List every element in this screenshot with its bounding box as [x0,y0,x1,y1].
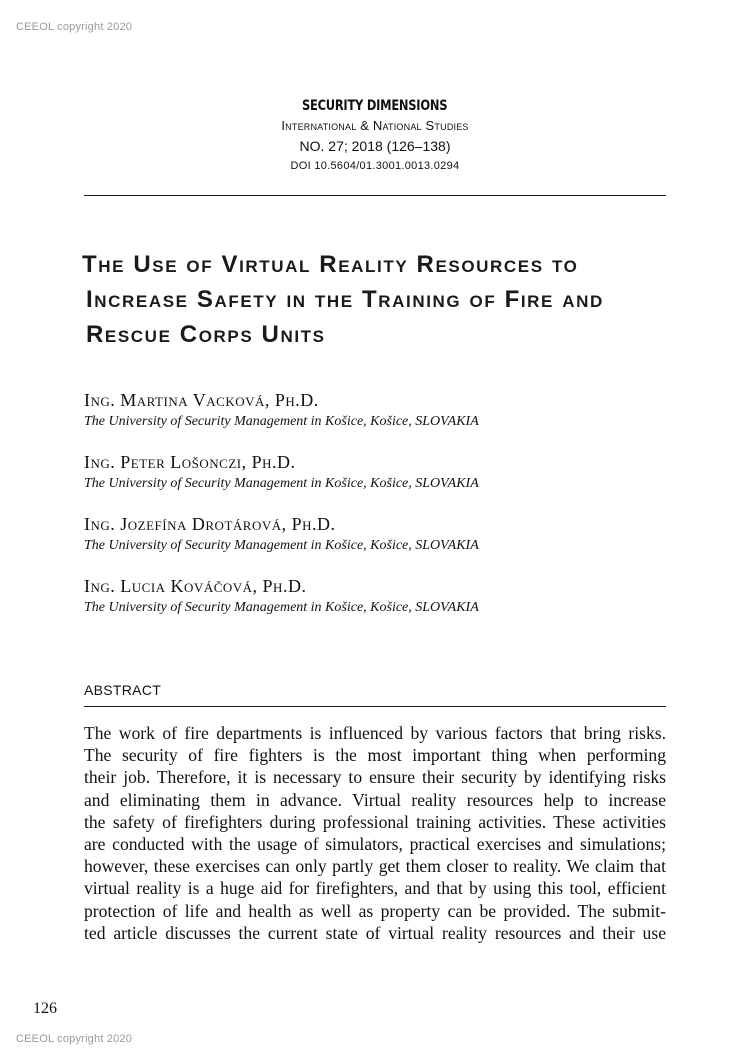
journal-subtitle: International & National Studies [281,118,469,133]
journal-issue: NO. 27; 2018 (126–138) [299,138,451,154]
author-affiliation: The University of Security Management in Košice, Košice, SLOVAKIA [84,476,479,491]
copyright-watermark-top: CEEOL copyright 2020 [16,21,133,33]
author-entry [84,450,684,494]
abstract-line: however, these exercises can only partly get them closer to reality. We claim that [84,856,666,877]
journal-title: SECURITY DIMENSIONS [302,98,448,114]
author-entry [84,512,684,556]
abstract-line: and eliminating them in advance. Virtual reality resources help to increase [84,789,666,810]
article-title-line: Rescue Corps Units [86,321,326,348]
article-title-line: The Use of Virtual Reality Resources to [82,251,579,278]
copyright-watermark-bottom: CEEOL copyright 2020 [16,1033,133,1045]
abstract-line: their job. Therefore, it is necessary to ensure their security by identifying risks [84,767,666,788]
abstract-line: are conducted with the usage of simulators, practical exercises and simulations; [84,834,666,855]
article-title-line: Increase Safety in the Training of Fire and [86,286,604,313]
author-entry [84,388,684,432]
author-entry [84,574,684,618]
abstract-line: The work of fire departments is influenced by various factors that bring risks. [84,723,666,743]
abstract-line: The security of fire fighters is the most important thing when performing [84,745,666,766]
author-name: Ing. Jozefína Drotárová, Ph.D. [84,514,336,534]
abstract-line: the safety of firefighters during professional training activities. These activities [84,811,666,832]
author-affiliation: The University of Security Management in Košice, Košice, SLOVAKIA [84,414,479,429]
author-list [84,388,684,636]
article-title [82,247,642,352]
author-affiliation: The University of Security Management in Košice, Košice, SLOVAKIA [84,600,479,615]
author-name: Ing. Peter Lošonczi, Ph.D. [84,452,296,472]
abstract-heading: ABSTRACT [84,682,162,698]
abstract-divider [84,706,666,707]
page-number: 126 [33,1000,57,1017]
author-name: Ing. Lucia Kováčová, Ph.D. [84,576,307,596]
journal-doi: DOI 10.5604/01.3001.0013.0294 [290,160,460,172]
abstract-text [84,722,666,944]
abstract-line: protection of life and health as well as property can be provided. The submit- [84,900,666,921]
author-name: Ing. Martina Vacková, Ph.D. [84,390,319,410]
author-affiliation: The University of Security Management in Košice, Košice, SLOVAKIA [84,538,479,553]
header-divider [84,195,666,196]
abstract-line: virtual reality is a huge aid for firefighters, and that by using this tool, efficient [84,878,666,899]
abstract-line: ted article discusses the current state of virtual reality resources and their use [84,922,666,943]
journal-header [84,96,666,176]
